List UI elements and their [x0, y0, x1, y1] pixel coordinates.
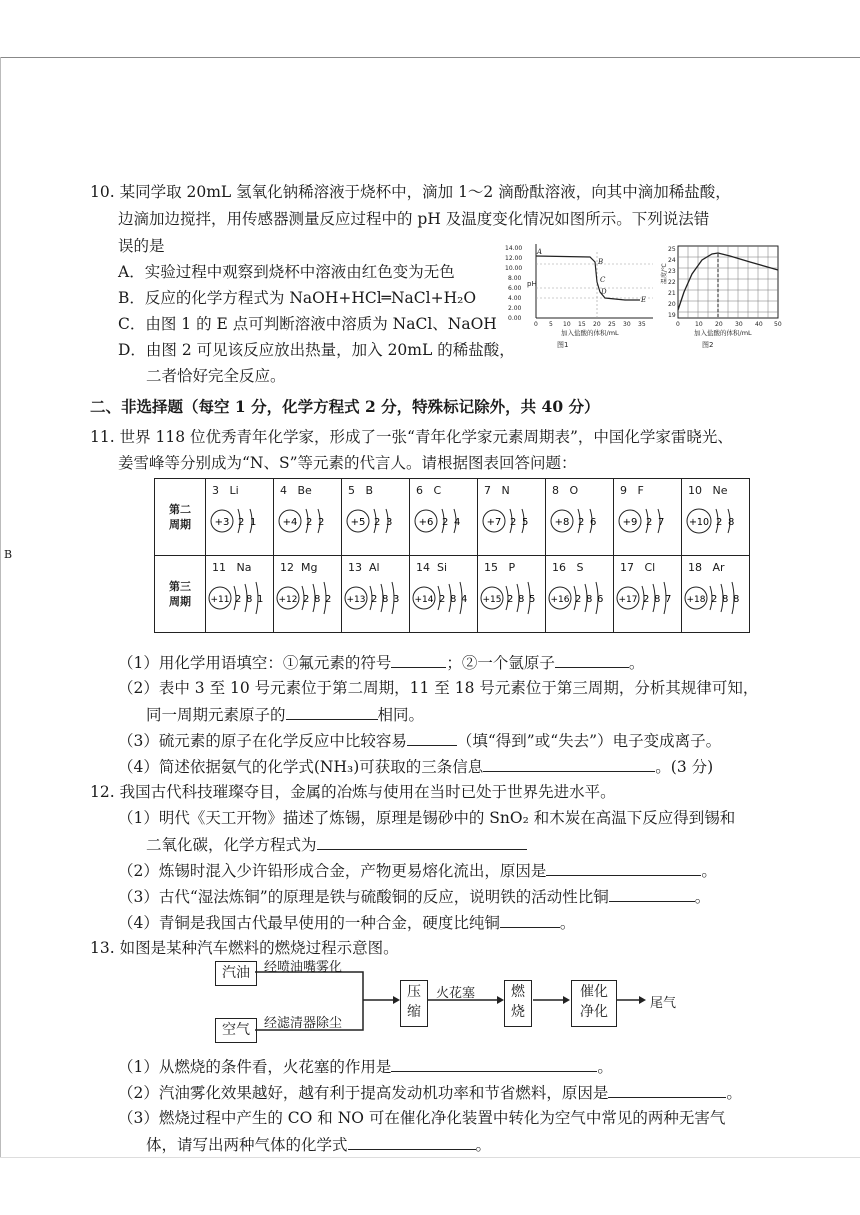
svg-text:8: 8 — [722, 594, 729, 605]
catalyst-box: 催化 净化 — [571, 980, 617, 1027]
fig1-ylabel: pH — [527, 280, 537, 288]
svg-text:+10: +10 — [688, 517, 710, 528]
fig1-ytick: 12.00 — [505, 255, 523, 262]
air-box: 空气 — [215, 1018, 257, 1043]
figure-2-temperature-curve — [660, 242, 785, 350]
svg-text:8: 8 — [654, 594, 661, 605]
svg-text:1: 1 — [257, 594, 264, 605]
fig1-ytick: 2.00 — [508, 305, 522, 312]
burn-box: 燃 烧 — [504, 980, 532, 1027]
svg-text:+6: +6 — [418, 517, 434, 528]
fig1-ytick: 4.00 — [508, 295, 522, 302]
answer-blank[interactable] — [286, 704, 378, 720]
svg-text:+9: +9 — [622, 517, 638, 528]
element-cell: 12 Mg +12 2 8 2 — [274, 556, 342, 633]
element-cell: 4 Be +4 2 2 — [274, 479, 342, 556]
element-cell: 11 Na +11 2 8 1 — [206, 556, 274, 633]
svg-text:+14: +14 — [414, 595, 434, 605]
svg-text:8: 8 — [382, 594, 389, 605]
exhaust-label: 尾气 — [650, 996, 677, 1011]
period-2-row — [155, 479, 750, 556]
q12-sub3: （3）古代“湿法炼铜”的原理是铁与硫酸铜的反应，说明铁的活动性比铜 。 — [118, 888, 711, 906]
svg-text:5: 5 — [529, 594, 536, 605]
fig1-point-label: A — [537, 248, 543, 256]
fig1-xtick: 25 — [608, 321, 616, 328]
q12-sub1-cont: 二氧化碳，化学方程式为 — [146, 834, 527, 855]
fig1-point-label: C — [600, 276, 606, 284]
svg-text:+7: +7 — [486, 517, 502, 528]
element-cell: 7 N +7 2 5 — [478, 479, 546, 556]
svg-text:2: 2 — [643, 594, 650, 605]
q13-sub3-cont: 体，请写出两种气体的化学式 。 — [146, 1136, 492, 1154]
answer-blank[interactable] — [609, 886, 695, 902]
top-border — [0, 57, 860, 58]
fig2-xtick: 50 — [774, 321, 782, 328]
svg-text:1: 1 — [250, 517, 257, 528]
svg-text:8: 8 — [450, 594, 457, 605]
period-3-row — [155, 556, 750, 633]
q11-line1: 11. 世界 118 位优秀青年化学家，形成了一张“青年化学家元素周期表”，中国化学家雷晓光、 — [90, 428, 733, 446]
svg-text:2: 2 — [235, 594, 242, 605]
fig2-xtick: 0 — [676, 321, 680, 328]
fig2-xlabel: 加入盐酸的体积/mL — [694, 329, 752, 337]
q10-option-d: D．由图 2 可见该反应放出热量，加入 20mL 的稀盐酸， — [118, 341, 515, 359]
svg-text:2: 2 — [578, 517, 585, 528]
q11-sub3: （3）硫元素的原子在化学反应中比较容易 （填“得到”或“失去”）电子变成离子。 — [118, 732, 722, 750]
fig2-xtick: 30 — [735, 321, 743, 328]
q11-line2: 姜雪峰等分别成为“N、S”等元素的代言人。请根据图表回答问题： — [118, 454, 577, 472]
fig2-ytick: 22 — [668, 279, 676, 286]
svg-text:8: 8 — [728, 517, 735, 528]
svg-text:4: 4 — [454, 517, 461, 528]
q10-line2: 边滴加边搅拌，用传感器测量反应过程中的 pH 及温度变化情况如图所示。下列说法错 — [118, 210, 710, 228]
answer-blank[interactable] — [348, 1134, 476, 1150]
q11-sub1: （1）用化学用语填空：①氟元素的符号 ；②一个氩原子 。 — [118, 654, 645, 672]
element-cell: 10 Ne +10 2 8 — [682, 479, 750, 556]
element-cell: 3 Li +3 2 1 — [206, 479, 274, 556]
svg-text:5: 5 — [522, 517, 529, 528]
answer-blank[interactable] — [391, 652, 446, 668]
svg-text:+15: +15 — [482, 595, 502, 605]
answer-blank[interactable] — [500, 912, 560, 928]
fig1-ytick: 0.00 — [508, 315, 522, 322]
svg-text:2: 2 — [306, 517, 313, 528]
svg-text:+4: +4 — [282, 517, 298, 528]
svg-text:2: 2 — [439, 594, 446, 605]
q12-sub1: （1）明代《天工开物》描述了炼锡，原理是锡砂中的 SnO₂ 和木炭在高温下反应得到锡和 — [118, 809, 736, 827]
q11-sub2: （2）表中 3 至 10 号元素位于第二周期，11 至 18 号元素位于第三周期，分析其规律可知， — [118, 679, 759, 697]
fig1-xlabel: 加入盐酸的体积/mL — [561, 329, 619, 337]
q12-line1: 12. 我国古代科技璀璨夺目，金属的冶炼与使用在当时已处于世界先进水平。 — [90, 783, 616, 801]
fig2-xtick: 10 — [695, 321, 703, 328]
fig2-ytick: 19 — [668, 312, 676, 319]
svg-text:+11: +11 — [210, 595, 230, 605]
svg-text:2: 2 — [374, 517, 381, 528]
svg-text:2: 2 — [575, 594, 582, 605]
spark-plug-label: 火花塞 — [436, 986, 476, 1001]
fig2-caption: 图2 — [702, 341, 714, 349]
svg-text:8: 8 — [733, 594, 740, 605]
q13-sub2: （2）汽油雾化效果越好，越有利于提高发动机功率和节省燃料，原因是 。 — [118, 1084, 742, 1102]
svg-text:2: 2 — [318, 517, 325, 528]
answer-blank[interactable] — [407, 730, 457, 746]
fig2-xtick: 40 — [755, 321, 763, 328]
fig1-ytick: 10.00 — [505, 265, 523, 272]
svg-text:+17: +17 — [618, 595, 638, 605]
svg-text:2: 2 — [646, 517, 653, 528]
fig2-ytick: 20 — [668, 301, 676, 308]
answer-blank[interactable] — [608, 1082, 726, 1098]
svg-text:2: 2 — [371, 594, 378, 605]
svg-text:2: 2 — [303, 594, 310, 605]
q13-sub3: （3）燃烧过程中产生的 CO 和 NO 可在催化净化装置中转化为空气中常见的两种无害气 — [118, 1109, 726, 1127]
svg-text:2: 2 — [507, 594, 514, 605]
gasoline-box: 汽油 — [215, 961, 257, 986]
fig1-point-label: D — [601, 288, 607, 296]
fig2-ytick: 23 — [668, 268, 676, 275]
bottom-border — [0, 1157, 860, 1158]
element-cell: 15 P +15 2 8 5 — [478, 556, 546, 633]
svg-text:+13: +13 — [346, 595, 366, 605]
q11-sub4: （4）简述依据氨气的化学式(NH₃)可获取的三条信息 。(3 分) — [118, 758, 714, 776]
svg-text:2: 2 — [711, 594, 718, 605]
fig1-xtick: 10 — [563, 321, 571, 328]
left-border — [0, 57, 1, 1157]
answer-blank[interactable] — [546, 860, 701, 876]
element-cell: 5 B +5 2 3 — [342, 479, 410, 556]
fig1-ytick: 6.00 — [508, 285, 522, 292]
q10-option-a: A．实验过程中观察到烧杯中溶液由红色变为无色 — [118, 263, 455, 281]
element-cell: 9 F +9 2 7 — [614, 479, 682, 556]
figure-1-ph-curve — [505, 242, 660, 350]
fig1-ytick: 14.00 — [505, 245, 523, 252]
fig1-xtick: 30 — [623, 321, 631, 328]
svg-text:3: 3 — [393, 594, 400, 605]
periodic-table-excerpt — [154, 478, 750, 633]
svg-text:8: 8 — [314, 594, 321, 605]
svg-text:4: 4 — [461, 594, 468, 605]
filter-label: 经滤清器除尘 — [264, 1016, 343, 1031]
svg-text:2: 2 — [510, 517, 517, 528]
svg-text:2: 2 — [238, 517, 245, 528]
element-cell: 16 S +16 2 8 6 — [546, 556, 614, 633]
fig2-ytick: 21 — [668, 290, 676, 297]
margin-mark: B — [4, 548, 13, 561]
spray-label: 经喷油嘴雾化 — [264, 960, 343, 975]
period-2-header: 第二 周期 — [155, 479, 206, 556]
q10-option-b: B．反应的化学方程式为 NaOH+HCl═NaCl+H₂O — [118, 289, 477, 307]
answer-blank[interactable] — [483, 756, 655, 772]
fig1-ytick: 8.00 — [508, 275, 522, 282]
q10-line3: 误的是 — [118, 237, 165, 255]
element-cell: 14 Si +14 2 8 4 — [410, 556, 478, 633]
svg-text:8: 8 — [246, 594, 253, 605]
q11-sub2-cont: 同一周期元素原子的 相同。 — [146, 706, 425, 724]
element-cell: 6 C +6 2 4 — [410, 479, 478, 556]
svg-text:8: 8 — [586, 594, 593, 605]
q13-line1: 13. 如图是某种汽车燃料的燃烧过程示意图。 — [90, 939, 399, 957]
svg-text:+5: +5 — [350, 517, 366, 528]
svg-text:6: 6 — [590, 517, 597, 528]
svg-text:2: 2 — [442, 517, 449, 528]
element-cell: 8 O +8 2 6 — [546, 479, 614, 556]
fig1-caption: 图1 — [557, 341, 569, 349]
fig2-ytick: 25 — [668, 246, 676, 253]
fig2-xtick: 20 — [715, 321, 723, 328]
svg-text:8: 8 — [518, 594, 525, 605]
svg-text:7: 7 — [658, 517, 665, 528]
q12-sub4: （4）青铜是我国古代最早使用的一种合金，硬度比纯铜 。 — [118, 914, 576, 932]
fig1-xtick: 15 — [578, 321, 586, 328]
period-3-header: 第三 周期 — [155, 556, 206, 633]
q10-line1: 10. 某同学取 20mL 氢氧化钠稀溶液于烧杯中，滴加 1～2 滴酚酞溶液，向其中滴加稀盐酸， — [90, 183, 731, 201]
svg-text:2: 2 — [325, 594, 332, 605]
svg-text:6: 6 — [597, 594, 604, 605]
answer-blank[interactable] — [391, 1056, 597, 1072]
q10-option-c: C．由图 1 的 E 点可判断溶液中溶质为 NaCl、NaOH — [118, 315, 497, 333]
fig1-point-label: E — [641, 296, 647, 304]
q12-sub2: （2）炼锡时混入少许铅形成合金，产物更易熔化流出，原因是 。 — [118, 862, 717, 880]
svg-text:3: 3 — [386, 517, 393, 528]
q13-sub1: （1）从燃烧的条件看，火花塞的作用是 。 — [118, 1058, 613, 1076]
fig1-xtick: 5 — [549, 321, 553, 328]
section-2-header: 二、非选择题（每空 1 分，化学方程式 2 分，特殊标记除外，共 40 分） — [90, 397, 600, 416]
q10-option-d-cont: 二者恰好完全反应。 — [146, 367, 286, 385]
fig1-point-label: B — [598, 258, 604, 266]
fig1-xtick: 20 — [593, 321, 601, 328]
svg-text:+18: +18 — [686, 595, 706, 605]
fig1-xtick: 0 — [534, 321, 538, 328]
fig1-xtick: 35 — [638, 321, 646, 328]
element-cell: 13 Al +13 2 8 3 — [342, 556, 410, 633]
fig2-ylabel: 温度/℃ — [661, 263, 668, 284]
compress-box: 压 缩 — [400, 980, 428, 1027]
svg-text:+3: +3 — [214, 517, 230, 528]
answer-blank[interactable] — [317, 834, 527, 850]
answer-blank[interactable] — [555, 652, 629, 668]
svg-text:+8: +8 — [554, 517, 570, 528]
svg-text:2: 2 — [716, 517, 723, 528]
svg-text:+12: +12 — [278, 595, 298, 605]
element-cell: 17 Cl +17 2 8 7 — [614, 556, 682, 633]
svg-text:7: 7 — [665, 594, 672, 605]
svg-text:+16: +16 — [550, 595, 570, 605]
element-cell: 18 Ar +18 2 8 8 — [682, 556, 750, 633]
fig2-ytick: 24 — [668, 257, 676, 264]
